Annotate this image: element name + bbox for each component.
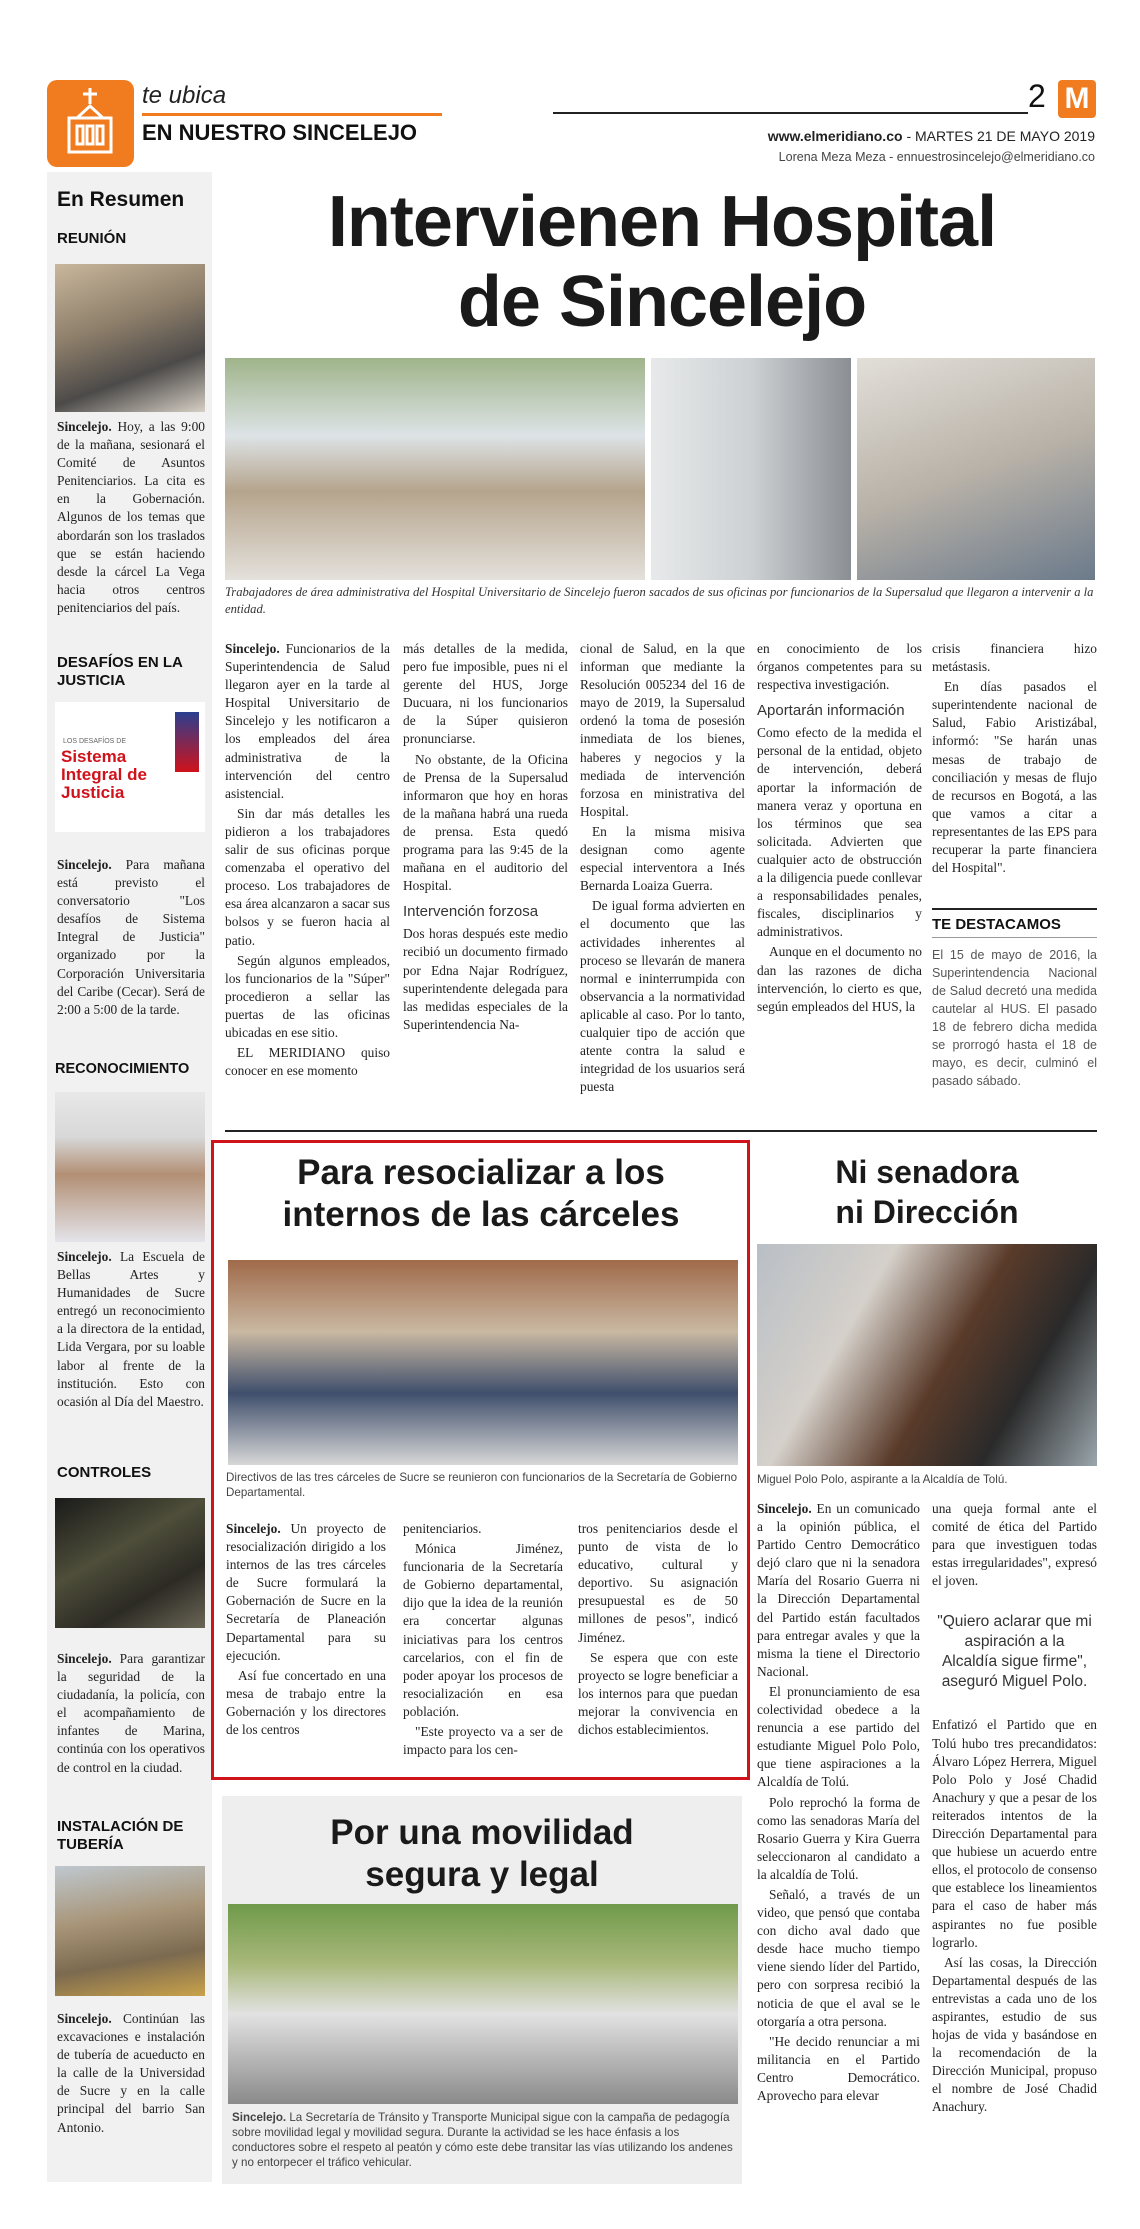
highlight-heading: TE DESTACAMOS [932,916,1061,933]
meeting-photo [55,264,205,412]
church-icon [47,80,134,167]
pull-quote: "Quiero aclarar que mi aspiración a la Alcaldía sigue firme", aseguró Miguel Polo. [937,1613,1092,1691]
sidebar [47,172,212,2182]
main-col-1: Sincelejo. Funcionarios de la Superintendencia de Salud llegaron ayer en la tarde al Hospital Universitario de Sincelejo y les notificaron a los empleados del área administrativa de la intervención del centro asistencial. Sin dar más detalles les pidieron a los trabajadores salir de sus oficinas porque comenzaba el operativo del proceso. Los trabajadores de esa área alcanzaron a sacar sus bolsos y se fueron hacia al patio. Según algunos empleados, los funcionarios de la "Súper" procedieron a sellar las puertas de las oficinas ubicadas en ese sitio. EL MERIDIANO quiso conocer en ese momento [225,641,390,1079]
main-col-4: en conocimiento de los órganos competentes para su respectiva investigación. Aportarán información Como efecto de la medida el personal de la entidad, objeto de intervención, deberá aportar la información de manera veraz y oportuna en los términos que sea solicitada. Advierten que cualquier acto de obstrucción a la diligencia puede conllevar a responsabilidades penales, fiscales, disciplinarios y administrativos. Aunque en el documento no dan las razones de dicha intervención, lo cierto es que, según empleados del HUS, la [757,641,922,1014]
senator-headline: Ni senadora ni Dirección [835,1154,1019,1230]
hospital-photo-office [857,358,1095,580]
section-kicker: te ubica [142,82,227,109]
sidebar-text-justicia: Sincelejo. Para mañana está previsto el conversatorio "Los desafíos de Sistema Integral de Justicia" organizado por la Corporación Universitaria del Caribe (Cecar). Será de 2:00 a 5:00 de la tarde. [57,857,205,1017]
justice-poster: LOS DESAFÍOS DE Sistema Integral de Justicia [55,702,205,832]
prison-col-1: Sincelejo. Un proyecto de resocialización dirigido a los internos de las tres cárceles de Sucre formulará la Gobernación de Sucre en la Secretaría de Planeación Departamental para su ejecución. Así fue concertado en una mesa de trabajo entre la Gobernación y los directores de los centros [226,1521,386,1738]
brand-logo: M [1058,80,1096,118]
section-logo [47,80,134,167]
pipes-photo [55,1866,205,1996]
section-underline [142,113,442,116]
main-col-2: más detalles de la medida, pero fue imposible, pues ni el gerente del HUS, Jorge Ducuara, ni los funcionarios de la Súper quisieron pronunciarse. No obstante, de la Oficina de Prensa de la Supersalud informaron que hoy en horas de la mañana habrá una rueda de prensa. Esta quedó programa para las 9:45 de la mañana en el auditorio del Hospital. Intervención forzosa Dos horas después este medio recibió un documento firmado por Edna Najar Rodríguez, superintendente delegada para las medidas especiales de la Superintendencia Na- [403,641,568,1032]
award-photo [55,1092,205,1242]
subhead-aportaran: Aportarán información [757,702,905,720]
traffic-photo [228,1904,738,2104]
main-col-5: crisis financiera hizo metástasis. En días pasados el superintendente nacional de Salud, Fabio Aristizábal, informó: "Se harán unas mesas de trabajo de conciliación y mesas de flujo de recursos en Bogotá, a las que vamos a citar a representantes de las EPS para recuperar la parte financiera del Hospital". [932,641,1097,876]
main-col-3: cional de Salud, en la que informan que mediante la Resolución 005234 del 16 de mayo de 2019, la Supersalud ordenó la toma de posesión inmediata de los bienes, haberes y negocios y la mediada de intervención forzosa en ministrativa del Hospital. En la misma misiva designan como agente especial interventora a Inés Bernarda Loaiza Guerra. De igual forma advierten en el documento que las actividades inherentes al proceso se llevarán de manera normal e ininterrumpida con observancia a la normatividad aplicable al caso. Por lo tanto, cualquier tipo de acción que atente contra la salud e integridad de los usuarios será puesta [580,641,745,1095]
prison-col-2: penitenciarios. Mónica Jiménez, funcionaria de la Secretaría de Gobierno departamental, dijo que la idea de la reunión era concertar algunas iniciativas para los centros carcelarios, con el fin de poder apoyar los procesos de resocialización en esa población. "Este proyecto va a ser de impacto para los cen- [403,1521,563,1758]
sidebar-text-tuberia: Sincelejo. Continúan las excavaciones e instalación de tubería de acueducto en la calle de la Universidad de Sucre y en la calle principal del barrio San Antonio. [57,2011,205,2135]
prison-col-3: tros penitenciarios desde el punto de vista de lo educativo, cultural y deportivo. Su asignación presupuestal es de 50 millones de pesos", indicó Jiménez. Se espera que con este proyecto se logre beneficiar a los internos para que puedan mejorar la convivencia en dichos establecimientos. [578,1521,738,1738]
sidebar-text-controles: Sincelejo. Para garantizar la seguridad de la ciudadanía, la policía, con el acompañamiento de infantes de Marina, continúa con los operativos de control en la ciudad. [57,1651,205,1775]
sidebar-heading-reconocimiento: RECONOCIMIENTO [55,1061,190,1077]
section-divider [225,1130,1097,1132]
prison-photo-caption: Directivos de las tres cárceles de Sucre se reunieron con funcionarios de la Secretaría de Gobierno Departamental. [226,1471,738,1499]
prison-headline: Para resocializar a los internos de las cárceles [282,1153,680,1234]
mobility-caption: Sincelejo. La Secretaría de Tránsito y Transporte Municipal sigue con la campaña de pedagogía sobre movilidad legal y movilidad segura. Durante la actividad se les hace énfasis a los conductores sobre el respeto al peatón y cómo este debe transitar las vías utilizando los andenes y no entorpecer el tráfico vehicular. [232,2111,733,2169]
candidate-photo [757,1244,1097,1466]
senator-col-2: una queja formal ante el comité de ética del Partido para que investiguen todas estas irregularidades", expresó el joven. "Quiero aclarar que mi aspiración a la Alcaldía sigue firme", aseguró Miguel Polo. Enfatizó el Partido que en Tolú hubo tres precandidatos: Álvaro López Herrera, Miguel Polo Polo y José Chadid Anachury y que a pesar de los reiterados intentos de la Dirección Departamental para que hubiese un acuerdo entre ellos, el protocolo de consenso que establece los lineamientos para el caso de haber más aspirantes no fue posible lograrlo. Así las cosas, la Dirección Departamental después de las entrevistas a cada uno de los aspirantes, estudio de sus hojas de vida y basándose en la recomendación de la Dirección Municipal, propuso el nombre de José Chadid Anachury. [932,1501,1097,2115]
senator-col-1: Sincelejo. En un comunicado a la opinión pública, el Partido Centro Democrático dejó claro que ni la senadora María del Rosario Guerra ni la Dirección Departamental del Partido están facultados para entregar avales y que la misma la tiene el Directorio Nacional. El pronunciamiento de esa colectividad obedece a la renuncia a ese partido del estudiante Miguel Polo Polo, que tiene aspiraciones a la Alcaldía de Tolú. Polo reprochó la forma de como las senadoras María del Rosario Guerra y Kira Guerra seleccionaron al candidato a la alcaldía de Tolú. Señaló, a través de un video, que pensó que contaba con dicho aval dado que desde hace mucho tiempo viene siendo líder del Partido, pero con sorpresa recibió la noticia de que el aval se le otorgaría a otra persona. "He decido renunciar a mi militancia en el Partido Centro Democrático. Aprovecho para elevar [757,1501,920,2103]
website-link[interactable]: www.elmeridiano.co [767,128,903,144]
sidebar-heading-reunion: REUNIÓN [57,230,127,247]
highlight-box [932,908,1097,1128]
author-line: Lorena Meza Meza - ennuestrosincelejo@elmeridiano.co [778,150,1095,164]
police-photo [55,1498,205,1628]
sidebar-text-reunion: Sincelejo. Hoy, a las 9:00 de la mañana, sesionará el Comité de Asuntos Penitenciarios. La cita es en la Gobernación. Algunos de los temas que abordarán son los traslados que se están haciendo desde la cárcel La Vega hacia otros centros penitenciarios del país. [57,419,205,615]
main-photo-caption: Trabajadores de área administrativa del Hospital Universitario de Sincelejo fueron sacados de sus oficinas por funcionarios de la Supersalud que llegaron a intervenir a la entidad. [225,585,1094,616]
poster-title: Sistema Integral de Justicia [61,747,147,802]
page-number: 2 [1028,78,1046,114]
section-name: EN NUESTRO SINCELEJO [142,120,418,145]
sidebar-title: En Resumen [57,188,185,211]
dateline [768,128,1095,144]
highlight-text: El 15 de mayo de 2016, la Superintendencia Nacional de Salud decretó una medida cautelar al HUS. El pasado 18 de febrero dicha medida se prorrogó hasta el 18 de mayo, es decir, culminó el pasado sábado. [932,948,1097,1088]
main-headline: Intervienen Hospital de Sincelejo [327,182,997,342]
mobility-headline: Por una movilidad segura y legal [330,1813,634,1894]
sidebar-heading-justicia: DESAFÍOS EN LA JUSTICIA [57,654,183,689]
subhead-intervencion: Intervención forzosa [403,903,539,921]
sidebar-heading-tuberia: INSTALACIÓN DE TUBERÍA [57,1818,184,1853]
sidebar-heading-controles: CONTROLES [57,1464,152,1481]
header-rule [553,112,1028,114]
candidate-caption: Miguel Polo Polo, aspirante a la Alcaldía de Tolú. [757,1473,1008,1486]
issue-date: - MARTES 21 DE MAYO 2019 [906,128,1095,144]
prison-meeting-photo [228,1260,738,1465]
hospital-photo-hallway [651,358,851,580]
main-col-1-para: Sincelejo. Funcionarios de la Superintendencia de Salud llegaron ayer en la tarde al Hospital Universitario de Sincelejo y les notificaron a los empleados del área administrativa de la intervención del centro asistencial. [225,641,390,801]
hospital-photo-patio [225,358,645,580]
sidebar-text-reconocimiento: Sincelejo. La Escuela de Bellas Artes y Humanidades de Sucre entregó un reconocimiento a la directora de la entidad, Lida Vergara, por su loable labor al frente de la institución. Esto con ocasión al Día del Maestro. [57,1249,205,1409]
